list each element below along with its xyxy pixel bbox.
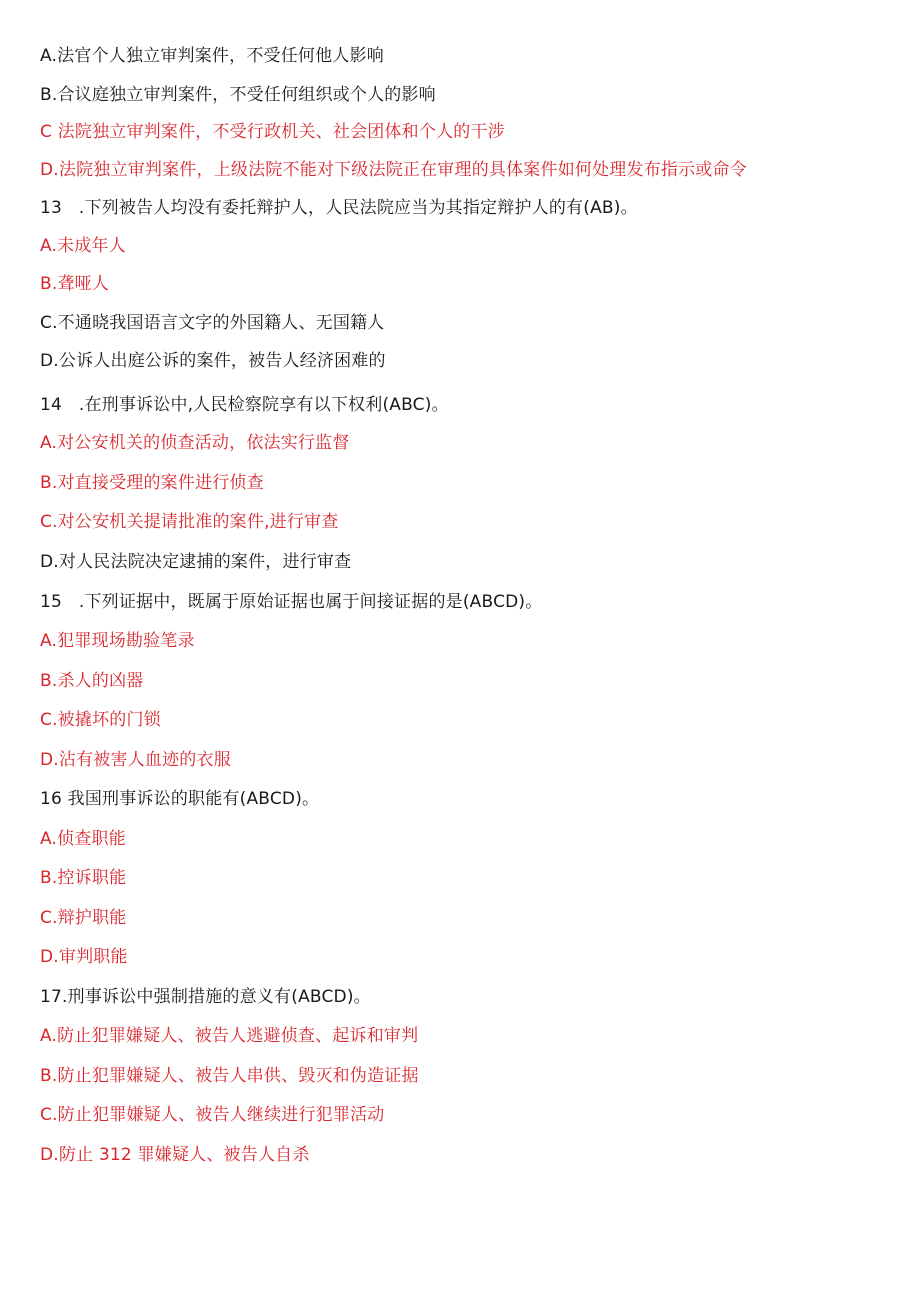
- option-c-q13: C.不通晓我国语言文字的外国籍人、无国籍人: [40, 313, 385, 333]
- option-b-q13: B.聋哑人: [40, 274, 110, 294]
- option-a-q12: A.法官个人独立审判案件，不受任何他人影响: [40, 46, 384, 66]
- option-a-q14: A.对公安机关的侦查活动，依法实行监督: [40, 433, 350, 453]
- option-c-q17: C.防止犯罪嫌疑人、被告人继续进行犯罪活动: [40, 1105, 385, 1125]
- option-a-q15: A.犯罪现场勘验笔录: [40, 631, 195, 651]
- option-c-q12: C 法院独立审判案件，不受行政机关、社会团体和个人的干涉: [40, 122, 505, 142]
- question-16: 16 我国刑事诉讼的职能有(ABCD)。: [40, 789, 320, 809]
- option-b-q12: B.合议庭独立审判案件，不受任何组织或个人的影响: [40, 85, 436, 105]
- question-13: 13 .下列被告人均没有委托辩护人，人民法院应当为其指定辩护人的有(AB)。: [40, 198, 638, 218]
- option-b-q14: B.对直接受理的案件进行侦查: [40, 473, 264, 493]
- option-d-q13: D.公诉人出庭公诉的案件，被告人经济困难的: [40, 351, 386, 371]
- question-17: 17.刑事诉讼中强制措施的意义有(ABCD)。: [40, 987, 371, 1007]
- option-a-q16: A.侦查职能: [40, 829, 126, 849]
- option-a-q17: A.防止犯罪嫌疑人、被告人逃避侦查、起诉和审判: [40, 1026, 419, 1046]
- question-15: 15 .下列证据中，既属于原始证据也属于间接证据的是(ABCD)。: [40, 592, 543, 612]
- option-b-q17: B.防止犯罪嫌疑人、被告人串供、毁灭和伪造证据: [40, 1066, 419, 1086]
- question-14: 14 .在刑事诉讼中,人民检察院享有以下权利(ABC)。: [40, 395, 449, 415]
- option-d-q12: D.法院独立审判案件，上级法院不能对下级法院正在审理的具体案件如何处理发布指示或命令: [40, 160, 747, 180]
- option-b-q16: B.控诉职能: [40, 868, 127, 888]
- option-c-q16: C.辩护职能: [40, 908, 127, 928]
- option-c-q15: C.被撬坏的门锁: [40, 710, 161, 730]
- option-a-q13: A.未成年人: [40, 236, 126, 256]
- option-d-q16: D.审判职能: [40, 947, 128, 967]
- option-d-q14: D.对人民法院决定逮捕的案件，进行审查: [40, 552, 352, 572]
- option-b-q15: B.杀人的凶器: [40, 671, 144, 691]
- option-d-q17: D.防止 312 罪嫌疑人、被告人自杀: [40, 1145, 310, 1165]
- option-d-q15: D.沾有被害人血迹的衣服: [40, 750, 231, 770]
- option-c-q14: C.对公安机关提请批准的案件,进行审查: [40, 512, 339, 532]
